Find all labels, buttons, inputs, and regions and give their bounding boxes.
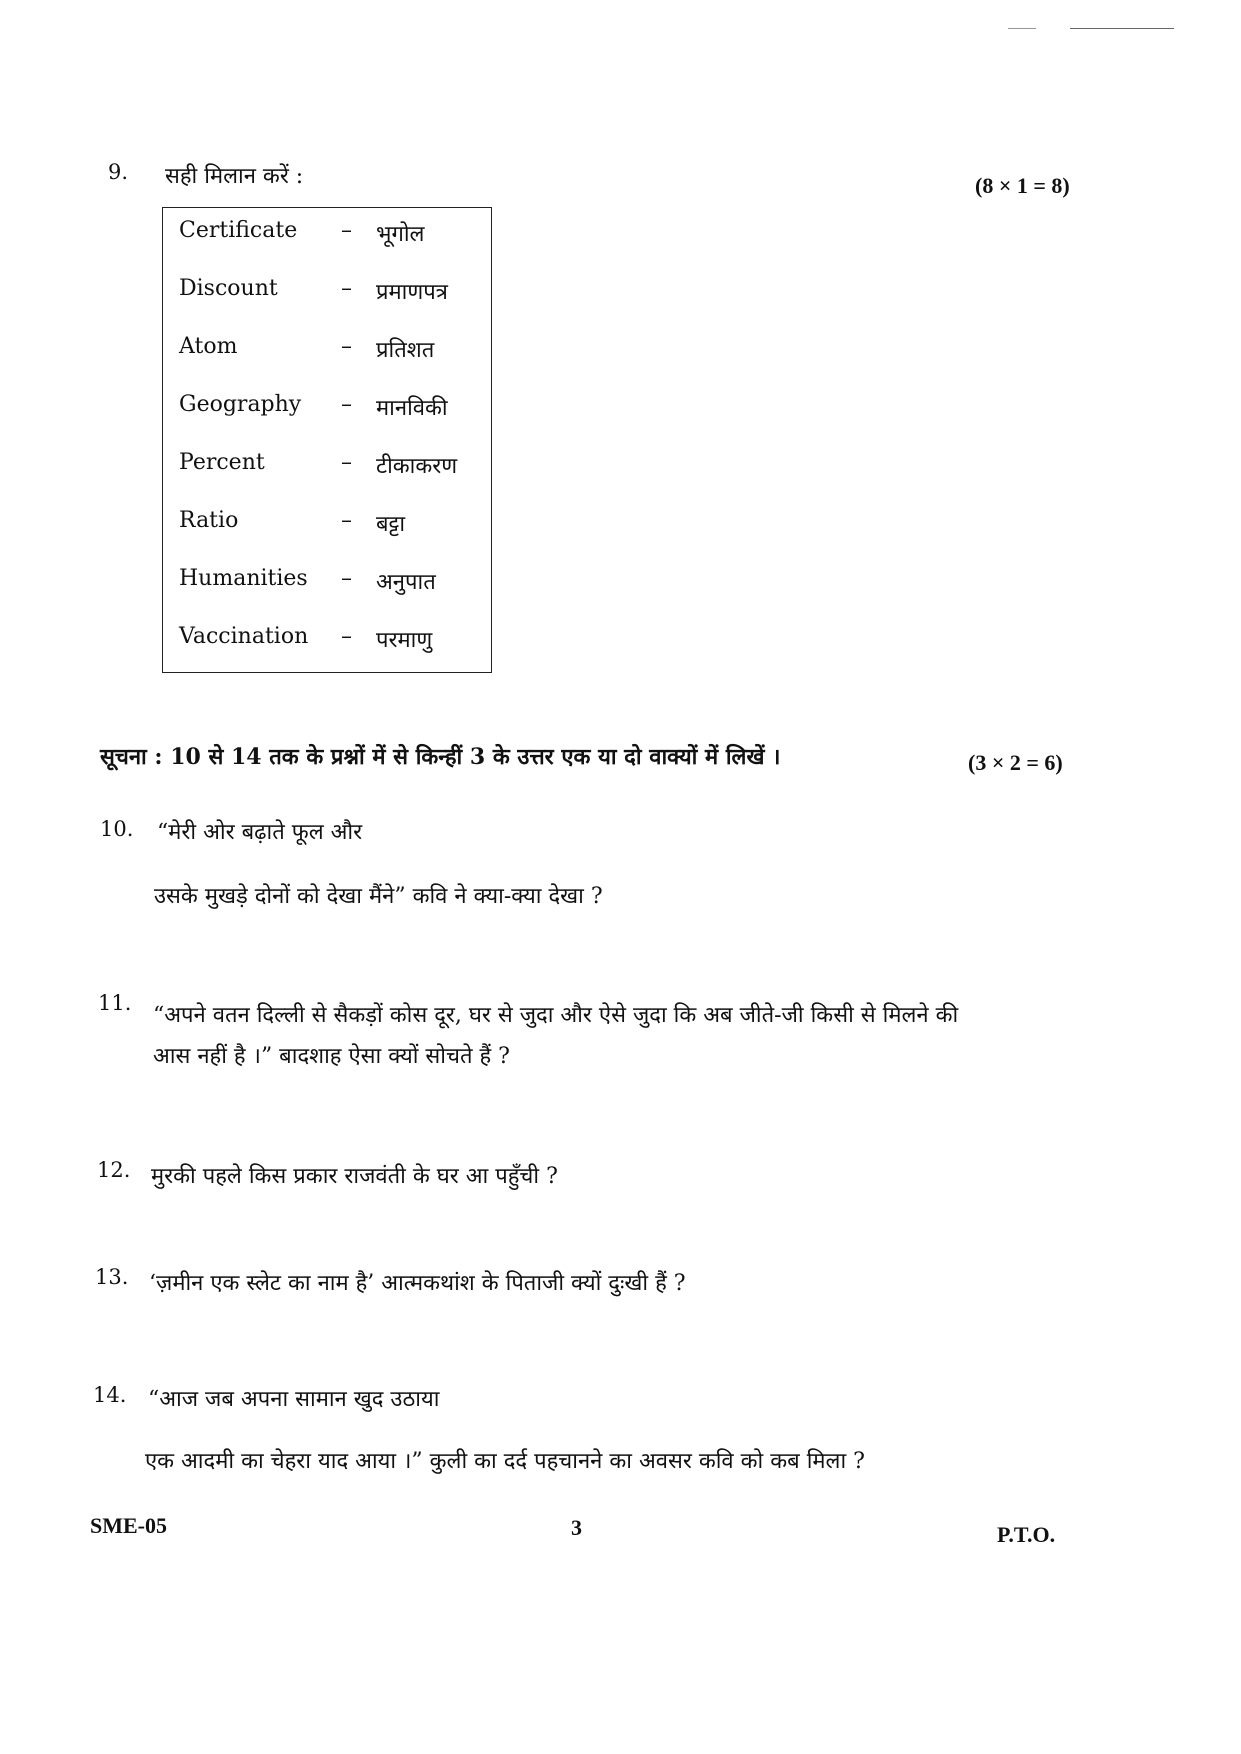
- q11-line2: आस नहीं है ।” बादशाह ऐसा क्यों सोचते हैं ?: [153, 1044, 510, 1069]
- q12-line1: मुरकी पहले किस प्रकार राजवंती के घर आ पहुँची ?: [151, 1164, 558, 1189]
- match-hindi: भूगोल: [376, 222, 425, 247]
- match-english: Geography: [179, 392, 302, 417]
- match-hindi: टीकाकरण: [376, 454, 458, 479]
- match-row: [163, 624, 491, 664]
- scan-mark-top-right-2: [1070, 28, 1174, 29]
- match-dash: –: [341, 566, 352, 591]
- match-row: [163, 566, 491, 606]
- q11-line1: “अपने वतन दिल्ली से सैकड़ों कोस दूर, घर से जुदा और ऐसे जुदा कि अब जीते-जी किसी से मिलने की: [153, 1003, 959, 1028]
- q9-number: 9.: [108, 160, 129, 184]
- match-table: [162, 207, 492, 673]
- pto-label: P.T.O.: [997, 1522, 1056, 1547]
- match-dash: –: [341, 218, 352, 243]
- match-row: [163, 508, 491, 548]
- match-row: [163, 218, 491, 258]
- match-hindi: प्रमाणपत्र: [376, 280, 448, 305]
- q9-marks: (8 × 1 = 8): [975, 173, 1070, 198]
- match-row: [163, 392, 491, 432]
- q11-number: 11.: [98, 991, 132, 1015]
- scan-mark-top-right-1: [1008, 28, 1036, 29]
- q9-instruction: सही मिलान करें :: [165, 164, 304, 189]
- notice-marks: (3 × 2 = 6): [968, 750, 1063, 775]
- match-dash: –: [341, 624, 352, 649]
- match-english: Percent: [179, 450, 265, 475]
- match-hindi: परमाणु: [376, 628, 433, 653]
- match-dash: –: [341, 276, 352, 301]
- match-dash: –: [341, 334, 352, 359]
- match-english: Certificate: [179, 218, 298, 243]
- q14-line2: एक आदमी का चेहरा याद आया ।” कुली का दर्द पहचानने का अवसर कवि को कब मिला ?: [145, 1449, 865, 1474]
- q10-line2: उसके मुखड़े दोनों को देखा मैंने” कवि ने क्या-क्या देखा ?: [154, 884, 603, 909]
- match-english: Ratio: [179, 508, 239, 533]
- match-hindi: अनुपात: [376, 570, 436, 595]
- match-row: [163, 450, 491, 490]
- q12-number: 12.: [97, 1158, 131, 1182]
- match-english: Discount: [179, 276, 278, 301]
- match-dash: –: [341, 508, 352, 533]
- q14-number: 14.: [93, 1383, 127, 1407]
- match-hindi: बट्टा: [376, 512, 406, 537]
- match-hindi: प्रतिशत: [376, 338, 435, 363]
- match-dash: –: [341, 392, 352, 417]
- match-english: Atom: [179, 334, 238, 359]
- paper-code: SME-05: [90, 1513, 167, 1538]
- q13-number: 13.: [95, 1265, 129, 1289]
- match-row: [163, 276, 491, 316]
- q10-number: 10.: [100, 817, 134, 841]
- q10-line1: “मेरी ओर बढ़ाते फूल और: [157, 820, 363, 845]
- match-hindi: मानविकी: [376, 396, 448, 421]
- match-row: [163, 334, 491, 374]
- match-english: Humanities: [179, 566, 308, 591]
- page-number: 3: [571, 1515, 582, 1540]
- q13-line1: ‘ज़मीन एक स्लेट का नाम है’ आत्मकथांश के पिताजी क्यों दुःखी हैं ?: [149, 1271, 686, 1296]
- notice-text: सूचना : 10 से 14 तक के प्रश्नों में से किन्हीं 3 के उत्तर एक या दो वाक्यों में लिखें ।: [100, 744, 781, 770]
- match-dash: –: [341, 450, 352, 475]
- q14-line1: “आज जब अपना सामान खुद उठाया: [148, 1387, 440, 1412]
- match-english: Vaccination: [179, 624, 309, 649]
